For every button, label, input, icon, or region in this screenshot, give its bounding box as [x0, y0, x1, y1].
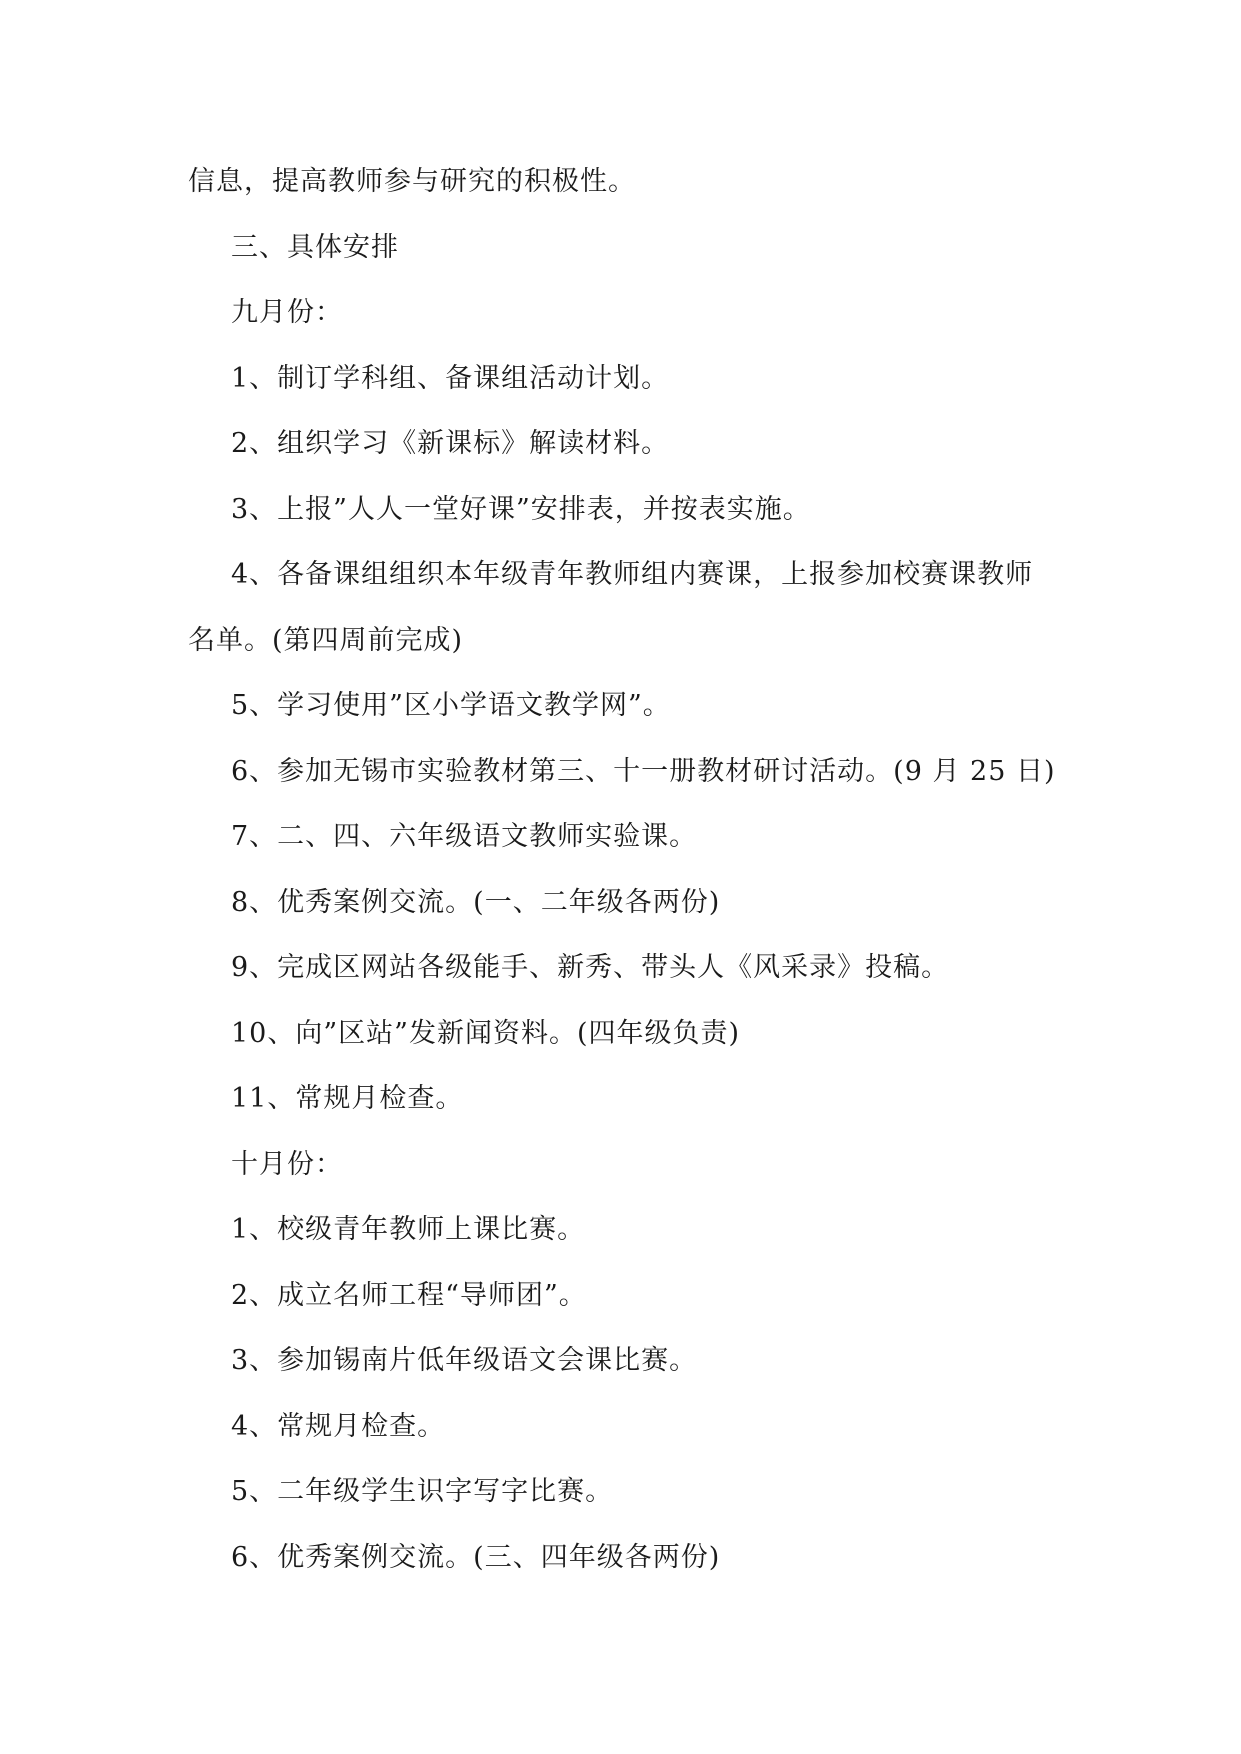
list-item: 9、完成区网站各级能手、新秀、带头人《风采录》投稿。	[231, 952, 950, 983]
list-item: 5、学习使用”区小学语文教学网”。	[231, 690, 671, 721]
list-item: 5、二年级学生识字写字比赛。	[231, 1476, 614, 1507]
list-item: 4、各备课组组织本年级青年教师组内赛课，上报参加校赛课教师	[231, 559, 1034, 590]
month-heading-october: 十月份：	[231, 1148, 343, 1180]
list-item: 6、优秀案例交流。(三、四年级各两份)	[231, 1541, 721, 1573]
list-item: 11、常规月检查。	[231, 1083, 464, 1114]
list-item: 1、校级青年教师上课比赛。	[231, 1214, 586, 1245]
list-item: 1、制订学科组、备课组活动计划。	[231, 362, 670, 394]
list-item: 4、常规月检查。	[231, 1410, 446, 1442]
document-body	[188, 158, 1068, 1599]
list-item: 7、二、四、六年级语文教师实验课。	[231, 821, 698, 852]
list-item-continuation: 名单。(第四周前完成)	[188, 624, 464, 656]
section-heading-schedule: 三、具体安排	[231, 231, 399, 263]
list-item: 6、参加无锡市实验教材第三、十一册教材研讨活动。(9 月 25 日)	[231, 755, 1056, 787]
list-item: 10、向”区站”发新闻资料。(四年级负责)	[231, 1017, 741, 1049]
list-item: 3、参加锡南片低年级语文会课比赛。	[231, 1345, 698, 1376]
month-heading-september: 九月份：	[231, 297, 343, 328]
list-item: 3、上报”人人一堂好课”安排表，并按表实施。	[231, 493, 811, 525]
list-item: 2、组织学习《新课标》解读材料。	[231, 428, 670, 459]
list-item: 2、成立名师工程“导师团”。	[231, 1279, 587, 1311]
paragraph-continuation: 信息，提高教师参与研究的积极性。	[188, 166, 636, 197]
list-item: 8、优秀案例交流。(一、二年级各两份)	[231, 886, 721, 918]
